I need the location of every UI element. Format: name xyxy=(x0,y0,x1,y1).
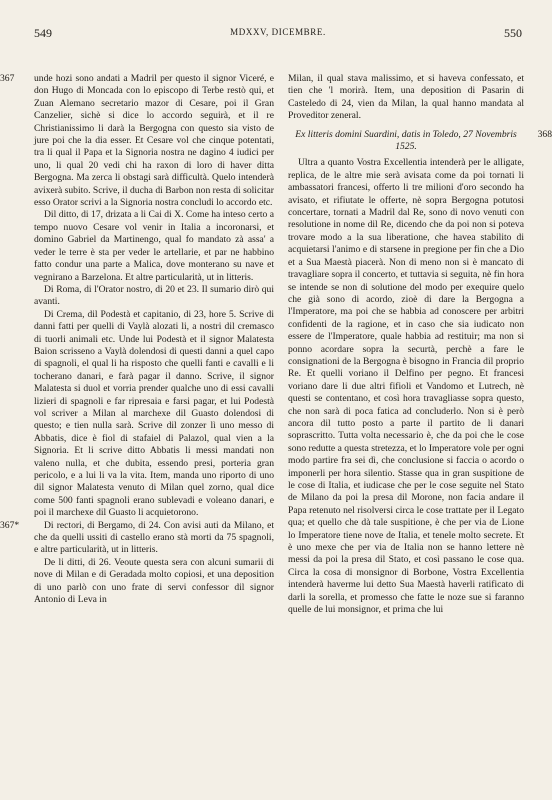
paragraph xyxy=(34,557,274,607)
page-header xyxy=(34,26,522,46)
margin-number: 367* xyxy=(0,519,20,531)
paragraph xyxy=(34,209,274,283)
page-number-right: 550 xyxy=(504,26,522,40)
paragraph-text: Dil ditto, di 17, drizata a li Cai di X. Come ha inteso certo a tempo nuovo Cesare vol venir in Italia a incoronarsi, et domino Gabriel da Martinengo, qual fo mandato zà assa' a veder le terre è sta per veder le artellarie, et par ne habbino fatto condur una parte a Malica, dove monterano su nave et vegnirano a Barzelona. Et altre particularità, ut in litteris. xyxy=(34,209,274,283)
margin-number: 367 xyxy=(0,73,15,84)
paragraph xyxy=(34,309,274,520)
section-title-text: Ex litteris domini Suardini, datis in Toledo, 27 Novembris 1525. xyxy=(295,128,517,153)
paragraph-text: Di Crema, dil Podestà et capitanio, di 23, hore 5. Scrive di danni fatti per quelli di Vaylà alozati li, a nostri dil cremasco di tuorli animali etc. Unde lui Podestà et il signor Malatesta Baion scrisseno a Vaylà dolendosi di questi danni a quel capo di spagnoli, el qual li ha risposto che quelli fanti e cavalli e li tocherano danari, e farà pagar il danno. Scrive, il signor Malatesta si duol et vorria prender qualche uno di essi cavalli lizieri di spagnoli e far ripresaia e farsi pagar, et lui Podestà vol scriver a Milan al marchexe dil Guasto dolendosi di questo; e tien nulla sarà. Scrive dil zonzer lì uno messo di Abbatis, dice è fiol di stafaiel di Palazol, qual vien a la Signoria. Et li scrive ditto Abbatis li messi mandati non valeno nulla, et che dubita, essendo presi, porteria gran pericolo, e a lui li va la vita. Item, manda uno riporto di uno dil signor Malatesta venuto di Milan quel zorno, qual dice come 500 fanti spagnoli erano sublevadi e voleano danari, e poi il marchexe dil Guasto li acquietorono. xyxy=(34,308,274,519)
running-title: MDXXV, DICEMBRE. xyxy=(230,27,326,37)
paragraph-text: De li ditti, di 26. Veoute questa sera con alcuni sumarii di nove di Milan e di Geradada molto copiosi, et una deposition di uno parlò con uno frate di servi confessor dil signor Antonio di Leva in xyxy=(34,556,274,606)
paragraph xyxy=(0,519,274,557)
right-column xyxy=(288,73,552,616)
left-column xyxy=(0,73,274,606)
paragraph-text: Ultra a quanto Vostra Excellentia intenderà per le alligate, replica, de le altre mie serà avisata come da poi tornati li ambassatori francesi, offerto li tre milioni d'oro secondo ha avisato, et rifiutate le offerte, nè sopra Bergogna potutosi concertare, tornati a Madril dal Re, sono di novo venuti con resolutione in nome dil Re, dicendo che da poi non si poteva trovare modo a la sua liberatione, che havea stabilito di acquietarsi l'animo e di starsene in pregione per fin che a Dio et a Sua Maestà piacerà. Non di meno non si è mancato di travagliare sopra il concerto, et tuttavia si seguita, nè fin hora se intende se non di solutione del modo per exequire quelo che già sono di acordo, zioè di dare la Bergogna a l'Imperatore, ma poi che se habbia ad conoscere per arbitri confidenti de la ragione, et in caso che sia iudicato non essere de l'Imperatore, quale habbia ad restituir; ma non si ponno acordare sopra la securtà, perchè a fare le consignationi de la Bergogna è bisogno in Francia dil proprio Re. Et quelli voriano il Delfino per pegno. Et francesi voriano dare li due altri fifioli et Vandomo et Lutrech, nè questi se contentano, et così hora travagliasse sopra questo, che non sarà di poca fatica ad concluderlo. Non si è però ancora dil tutto posto a parte il partito de li danari soprascritto. Tutta volta necessario è, che da poi che le cose sono redutte a questa stretezza, et lo Imperatore vole per ogni modo partire fra sei dì, che conclusione si faccia o acordo o imponerli per hora silentio. Stasse qua in gran suspitione de le cose di Italia, et iudicase che per le cose seguite nel Stato de Milano da poi la presa dil Morone, non facia andare il Papa retenuto nel risolversi circa le cose trattate per il Legato qua; et quello che dà tale suspitione, è che per via de Lione lo Imperatore tiene nove de Italia, et tenele molto secrete. Et è uno mexe che per via de Italia non se hanno lettere nè messi da poi la presa dil Stato, et così passano le cose qua. Circa la cosa di monsignor di Borbone, Vostra Excellentia intenderà haverme lui detto Sua Maestà haverli ratificato di darli la sorella, et promesso che fatte le noze sue si faranno quelle de lui monsignor, et prima che lui xyxy=(288,157,524,616)
paragraph-text: Di Roma, di l'Orator nostro, di 20 et 23. Il sumario dirò qui avanti. xyxy=(34,283,274,308)
paragraph-text: unde hozi sono andati a Madril per questo il signor Viceré, e don Hugo di Moncada con lo episcopo di Terbe restò qui, et Zuan Alemano secretario mazor di Cesare, poi il Gran Canzelier, sichè si dice lo accordo seguirà, et il re Christianissimo li darà la Bergogna con questo sia visto de jure poi che la dia esser. Et Cesare vol che cinque potentati, tra li qual il Papa et la Signoria nostra ne dagino 4 iudici per uno, li qual 20 vedi chi ha raxon di loro di haver ditta Bergogna. Ma zerca li obstagi sarà difficultà. Quelo intenderà avixerà subito. Scrive, il ducha di Barbon non resta di solicitar esso Orator scrivi a la Signoria nostra concludi lo accordo etc. xyxy=(34,73,274,209)
paragraph xyxy=(0,73,274,209)
paragraph xyxy=(34,284,274,309)
paragraph xyxy=(288,73,524,123)
paragraph-text: Di rectori, di Bergamo, di 24. Con avisi auti da Milano, et che da quelli ussiti di castello erano stà morti da 75 spagnoli, e altre particularità, ut in litteris. xyxy=(34,519,274,556)
paragraph-text: Milan, il qual stava malissimo, et si haveva confessato, et tien che 'l morirà. Item, una deposition di Pasarin di Casteledo di 24, vien da Milan, la qual hanno mandata al Proveditor zeneral. xyxy=(288,73,524,122)
margin-number: 368 xyxy=(537,128,552,140)
page-number-left: 549 xyxy=(34,26,52,40)
section-title xyxy=(288,128,552,154)
paragraph xyxy=(288,157,524,616)
